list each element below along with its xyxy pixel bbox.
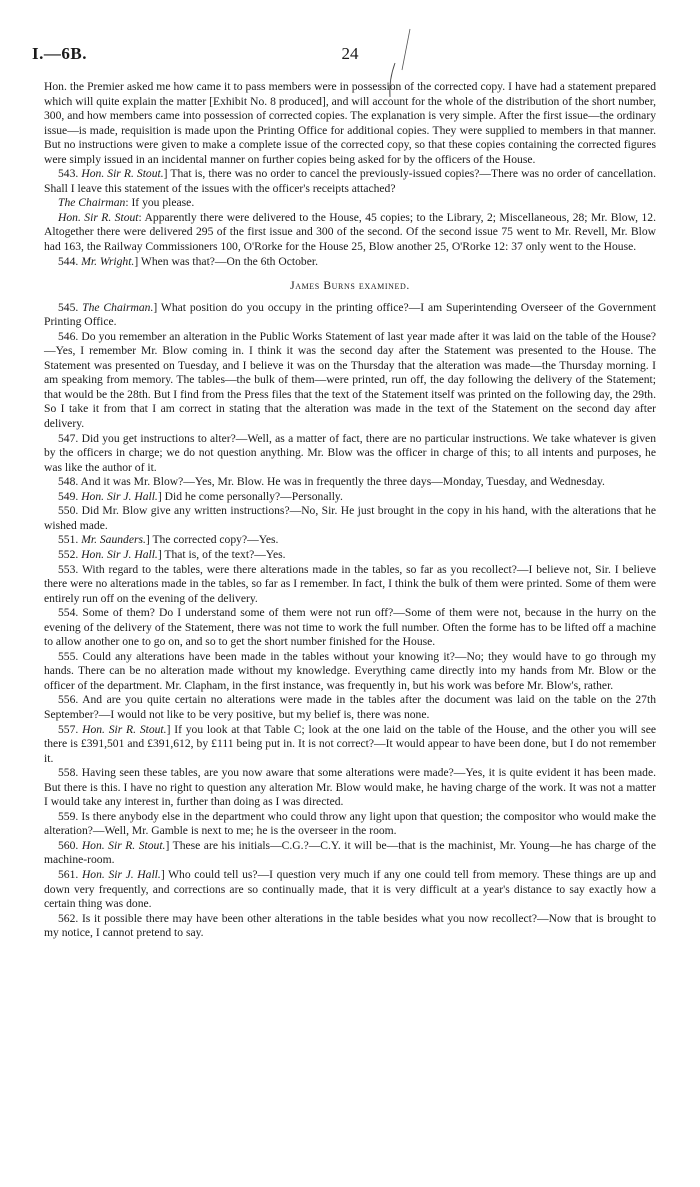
paragraph-text: ] These are his initials—C.G.?—C.Y. it will be—that is the machinist, Mr. Young—he has charge of the machine-room. [44,838,656,867]
transcript-paragraph [44,650,656,694]
transcript-paragraph [44,606,656,650]
witness-heading: James Burns examined. [290,279,410,293]
question-number: 544. [58,254,82,268]
question-number: 557. [58,722,83,736]
paragraph-text: 554. Some of them? Do I understand some of them were not run off?—Some of them were not, because in the hurry on the evening of the delivery of the Statement, there was not time to work the full number. Often the forme has to be lifted off a machine to allow another one to go on, and so to get the short number finished for the House. [44,606,656,649]
transcript-paragraph [44,301,656,330]
transcript-paragraph [44,504,656,533]
transcript-paragraph [44,533,656,548]
paragraph-text: : If you please. [125,196,195,210]
paragraph-text: ] That is, there was no order to cancel the previously-issued copies?—There was no order of cancellation. Shall I leave this statement of the issues with the officer's receipts attached? [44,167,656,195]
transcript-paragraph [44,839,656,868]
paragraph-text: 548. And it was Mr. Blow?—Yes, Mr. Blow. He was in frequently the three days—Monday, Tuesday, and Wednesday. [58,475,605,489]
page-header [28,44,672,66]
paragraph-text: ] Did he come personally?—Personally. [157,489,343,503]
speaker-name: Mr. Saunders. [81,533,146,547]
transcript-paragraph [44,810,656,839]
speaker-name: The Chairman. [82,300,154,314]
speaker-name: Hon. Sir R. Stout. [81,838,166,852]
paragraph-text: 556. And are you quite certain no alterations were made in the tables after the document was laid on the table on the 27th September?—I would not like to be very positive, but my belief is, there was none. [44,693,656,721]
paragraph-text: : Apparently there were delivered to the House, 45 copies; to the Library, 2; Miscellaneous, 28; Mr. Blow, 12. Altogether there were delivered 295 of the first issue and 300 of the second. Of the second issue 75 went to Mr. Revell, Mr. Blow had 163, the Railway Commissioners 100, O'Rorke for the House 25, Blow another 25, O'Rorke 12: 37 only went to the House. [44,210,656,254]
question-number: 543. [58,167,82,181]
paragraph-text: 555. Could any alterations have been made in the tables without your knowing it?—No; they would have to go through my hands. There can be no alteration made without my knowledge. Everything came directly into my hands from Mr. Blow or the officer of the department. Mr. Clapham, in the first instance, was frequently in, but his work was before Mr. Blow's, rather. [44,649,656,692]
transcript-paragraph [44,475,656,490]
paragraph-text: ] When was that?—On the 6th October. [134,254,318,268]
paragraph-text: 558. Having seen these tables, are you now aware that some alterations were made?—Yes, it is quite evident it has been made. But there is this. I have no right to question any alteration Mr. Blow would make, he having charge of the work. It was not a matter I would take any interest in, further than doing as I was directed. [44,766,656,809]
paragraph-text: Hon. the Premier asked me how came it to pass members were in possession of the corrected copy. I have had a statement prepared which will quite explain the matter [Exhibit No. 8 produced], and will account for the whole of the distribution of the short number, 300, and how members came into possession of corrected copies. The explanation is very simple. After the first issue—the ordinary issue—is made, requisition is made upon the Printing Office for additional copies. They were supplied to members in that manner. But no instructions were given to make a complete issue of the corrected copy, so that these copies containing the corrected figures were simply issued in an incidental manner on further copies being asked for by the officers of the House. [44,80,656,166]
transcript-paragraph [44,723,656,767]
speaker-name: Hon. Sir J. Hall. [81,867,161,881]
transcript-paragraph [44,548,656,563]
page-number: 24 [341,44,359,63]
paragraph-text: 562. Is it possible there may have been other alterations in the table besides what you now recollect?—Now that is brought to my notice, I cannot pretend to say. [44,911,656,940]
transcript-paragraph [44,196,656,211]
paragraph-text: 559. Is there anybody else in the department who could throw any light upon that question; the compositor who would make the alteration?—Well, Mr. Gamble is next to me; he is the overseer in the room. [44,809,656,838]
page-body [44,80,656,941]
question-number: 552. [58,547,82,561]
paragraph-text: 547. Did you get instructions to alter?—Well, as a matter of fact, there are no particular instructions. We take whatever is given by the officers in charge; we do not question anything. Mr. Blow was the officer in charge of this; to all intents and purposes, he was like the author of it. [44,431,656,474]
speaker-name: Hon. Sir R. Stout. [81,167,164,181]
paragraph-text: 546. Do you remember an alteration in the Public Works Statement of last year made after it was laid on the table of the House?—Yes, I remember Mr. Blow coming in. I think it was the second day after the Statement was presented to the House. The Statement was presented on Tuesday, and I believe it was on the Thursday that the alteration was made—the Thursday morning. I am speaking from memory. The tables—the bulk of them—were printed, run off, the day following the delivery of the Statement; that would be the 28th. But I find from the Press files that the text of the Statement itself was printed on the following day, the 29th. So I take it from that I am correct in stating that the alteration was made in the text of the Statement on the second day after delivery. [44,329,656,431]
transcript-paragraph [44,868,656,912]
transcript-paragraph [44,490,656,505]
speaker-name: Hon. Sir J. Hall. [81,547,158,561]
speaker-name: Hon. Sir R. Stout [58,210,139,224]
question-number: 545. [58,300,83,314]
paragraph-text: ] What position do you occupy in the printing office?—I am Superintending Overseer of the Government Printing Office. [44,300,657,329]
transcript-paragraph [44,766,656,810]
speaker-name: Mr. Wright. [81,254,135,268]
question-number: 549. [58,489,82,503]
question-number: 560. [58,838,82,852]
transcript-paragraph [44,255,656,270]
transcript-paragraph [44,563,656,607]
paragraph-text: ] If you look at that Table C; look at the one laid on the table of the House, and the other you will see there is £391,501 and £391,612, by £111 being put in. It is not correct?—It would appear to have been done, but I do not remember it. [44,722,656,765]
transcript-paragraph [44,912,656,941]
transcript-paragraph [44,330,656,432]
speaker-name: The Chairman [58,196,126,210]
document-reference: I.—6B. [32,44,87,63]
transcript-paragraph [44,167,656,196]
question-number: 551. [58,533,82,547]
paragraph-text: ] That is, of the text?—Yes. [157,547,286,561]
transcript-paragraph [44,432,656,476]
paragraph-text: 550. Did Mr. Blow give any written instructions?—No, Sir. He just brought in the copy in his hand, with the alterations that he wished made. [44,504,656,532]
question-number: 561. [58,867,82,881]
paragraph-text: ] Who could tell us?—I question very much if any one could tell from memory. These things are up and down very frequently, and corrections are so continually made, that it is very difficult at a year's distance to say exactly how a certain thing was done. [44,867,656,911]
paragraph-text: 553. With regard to the tables, were there alterations made in the tables, so far as you recollect?—I believe not, Sir. I believe there were no alterations made in the tables, so far as I remember. In fact, I think the bulk of them were printed. Some of them were entirely run off on the evening of the delivery. [44,562,656,605]
speaker-name: Hon. Sir J. Hall. [81,489,158,503]
transcript-paragraph [44,693,656,722]
paragraph-text: ] The corrected copy?—Yes. [145,533,279,547]
pencil-mark [400,28,412,72]
speaker-name: Hon. Sir R. Stout. [82,722,167,736]
transcript-paragraph [44,211,656,255]
transcript-paragraph [44,80,656,167]
